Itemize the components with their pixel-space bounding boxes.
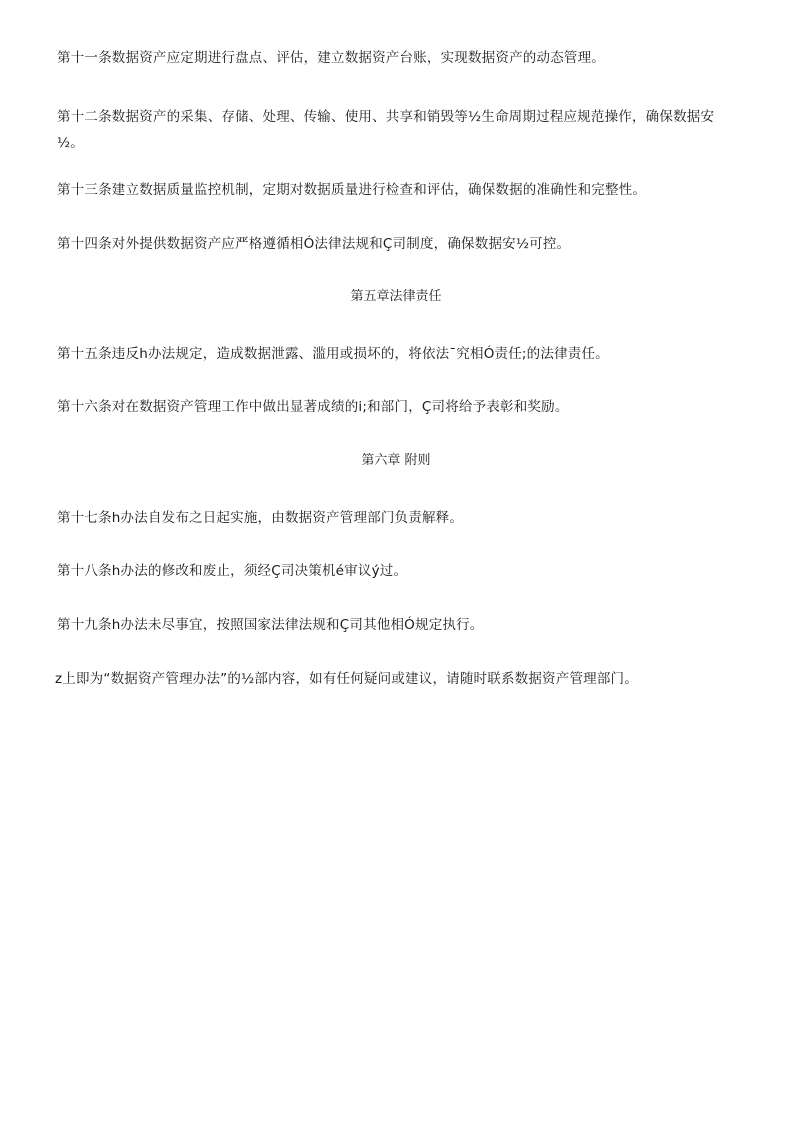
article-19: 第十九条h办法未尽事宜，按照国家法律法规和Ç司其他相Ó规定执行。 [57, 617, 484, 633]
article-16: 第十六条对在数据资产管理工作中做出显著成绩的i;和部门，Ç司将给予表彰和奖励。 [57, 399, 569, 415]
chapter-5-heading: 第五章法律责任 [350, 289, 442, 304]
article-14: 第十四条对外提供数据资产应严格遵循相Ó法律法规和Ç司制度，确保数据安½可控。 [57, 236, 571, 252]
article-15: 第十五条违反h办法规定，造成数据泄露、滥用或损坏的，将依法¯究相Ó责任;的法律责任。 [57, 346, 609, 362]
article-11: 第十一条数据资产应定期进行盘点、评估，建立数据资产台账，实现数据资产的动态管理。 [57, 50, 605, 66]
chapter-6-heading: 第六章 附则 [361, 453, 431, 468]
closing-paragraph: z上即为“数据资产管理办法”的½部内容，如有任何疑问或建议，请随时联系数据资产管理部门。 [55, 671, 638, 687]
article-13: 第十三条建立数据质量监控机制，定期对数据质量进行检查和评估，确保数据的准确性和完整性。 [57, 182, 647, 198]
article-12: 第十二条数据资产的采集、存储、处理、传输、使用、共享和销毁等½生命周期过程应规范操作，确保数据安½。 [57, 109, 715, 151]
article-18: 第十八条h办法的修改和废止，须经Ç司决策机é审议ý过。 [57, 563, 408, 579]
article-17: 第十七条h办法自发布之日起实施，由数据资产管理部门负责解释。 [57, 510, 464, 526]
